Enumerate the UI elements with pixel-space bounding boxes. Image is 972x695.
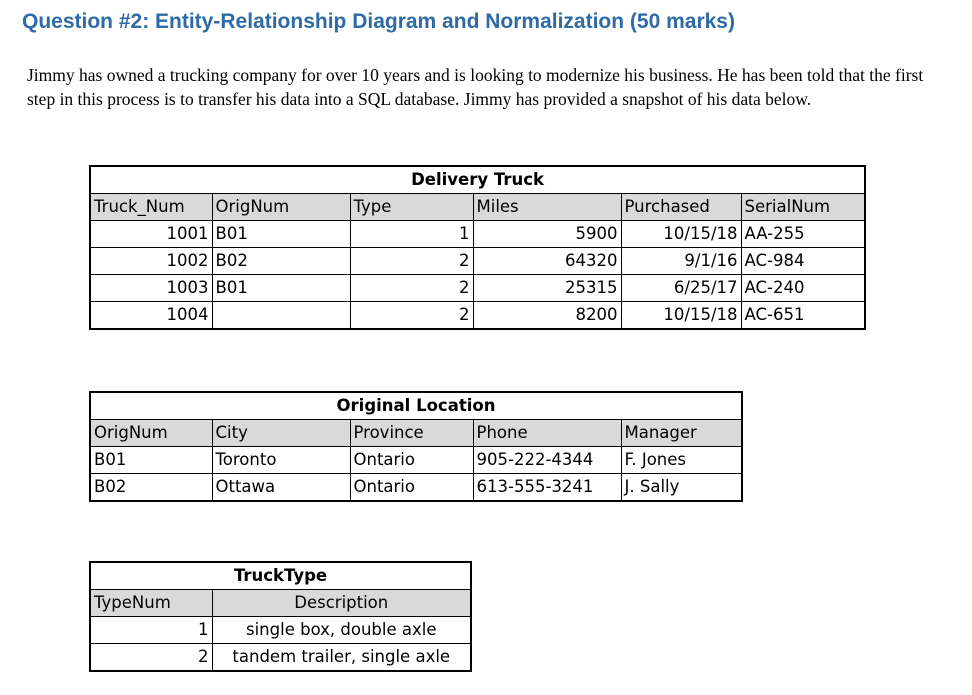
table-title: TruckType <box>90 562 471 590</box>
question-heading: Question #2: Entity-Relationship Diagram and Normalization (50 marks) <box>22 10 735 33</box>
truck-type-table <box>89 561 472 672</box>
table-cell: 2 <box>350 248 473 275</box>
table-cell: AC-651 <box>741 302 865 330</box>
column-header: Type <box>350 194 473 221</box>
table-header-row <box>90 590 471 617</box>
column-header: Miles <box>473 194 621 221</box>
column-header: Description <box>212 590 471 617</box>
table-cell: J. Sally <box>621 474 742 502</box>
table-cell: 905-222-4344 <box>473 447 621 474</box>
table-row <box>90 474 742 502</box>
table-cell <box>212 302 350 330</box>
table-row <box>90 221 865 248</box>
table-cell: Ottawa <box>212 474 350 502</box>
column-header: OrigNum <box>212 194 350 221</box>
table-cell: Ontario <box>350 474 473 502</box>
table-cell: 2 <box>90 644 212 672</box>
table-cell: B01 <box>212 275 350 302</box>
table-cell: AA-255 <box>741 221 865 248</box>
table-cell: 10/15/18 <box>621 302 741 330</box>
table-cell: 1002 <box>90 248 212 275</box>
table-cell: 25315 <box>473 275 621 302</box>
table-cell: 9/1/16 <box>621 248 741 275</box>
table-cell: 8200 <box>473 302 621 330</box>
table-row <box>90 644 471 672</box>
table-cell: 6/25/17 <box>621 275 741 302</box>
table-cell: 1001 <box>90 221 212 248</box>
table-cell: B02 <box>90 474 212 502</box>
table-cell: 1 <box>350 221 473 248</box>
table-row <box>90 275 865 302</box>
table-row <box>90 617 471 644</box>
column-header: City <box>212 420 350 447</box>
table-cell: 1004 <box>90 302 212 330</box>
table-cell: 2 <box>350 275 473 302</box>
column-header: Phone <box>473 420 621 447</box>
delivery-truck-table <box>89 165 866 330</box>
column-header: Truck_Num <box>90 194 212 221</box>
table-cell: B01 <box>212 221 350 248</box>
table-cell: B02 <box>212 248 350 275</box>
table-cell: B01 <box>90 447 212 474</box>
table-cell: 613-555-3241 <box>473 474 621 502</box>
table-cell: 5900 <box>473 221 621 248</box>
table-cell: AC-240 <box>741 275 865 302</box>
column-header: Manager <box>621 420 742 447</box>
table-cell: tandem trailer, single axle <box>212 644 471 672</box>
original-location-table <box>89 391 743 502</box>
table-cell: 2 <box>350 302 473 330</box>
column-header: OrigNum <box>90 420 212 447</box>
table-title: Original Location <box>90 392 742 420</box>
table-row <box>90 302 865 330</box>
column-header: SerialNum <box>741 194 865 221</box>
table-row <box>90 447 742 474</box>
table-cell: single box, double axle <box>212 617 471 644</box>
table-cell: 10/15/18 <box>621 221 741 248</box>
table-row <box>90 248 865 275</box>
column-header: Province <box>350 420 473 447</box>
table-cell: 1003 <box>90 275 212 302</box>
column-header: Purchased <box>621 194 741 221</box>
table-cell: 64320 <box>473 248 621 275</box>
table-cell: F. Jones <box>621 447 742 474</box>
column-header: TypeNum <box>90 590 212 617</box>
table-header-row <box>90 194 865 221</box>
table-cell: Toronto <box>212 447 350 474</box>
intro-paragraph: Jimmy has owned a trucking company for over 10 years and is looking to modernize his business. He has been told that the first step in this process is to transfer his data into a SQL database. Jimmy has provided a snapshot of his data below. <box>27 65 924 109</box>
table-header-row <box>90 420 742 447</box>
table-cell: AC-984 <box>741 248 865 275</box>
table-title: Delivery Truck <box>90 166 865 194</box>
table-cell: 1 <box>90 617 212 644</box>
table-cell: Ontario <box>350 447 473 474</box>
